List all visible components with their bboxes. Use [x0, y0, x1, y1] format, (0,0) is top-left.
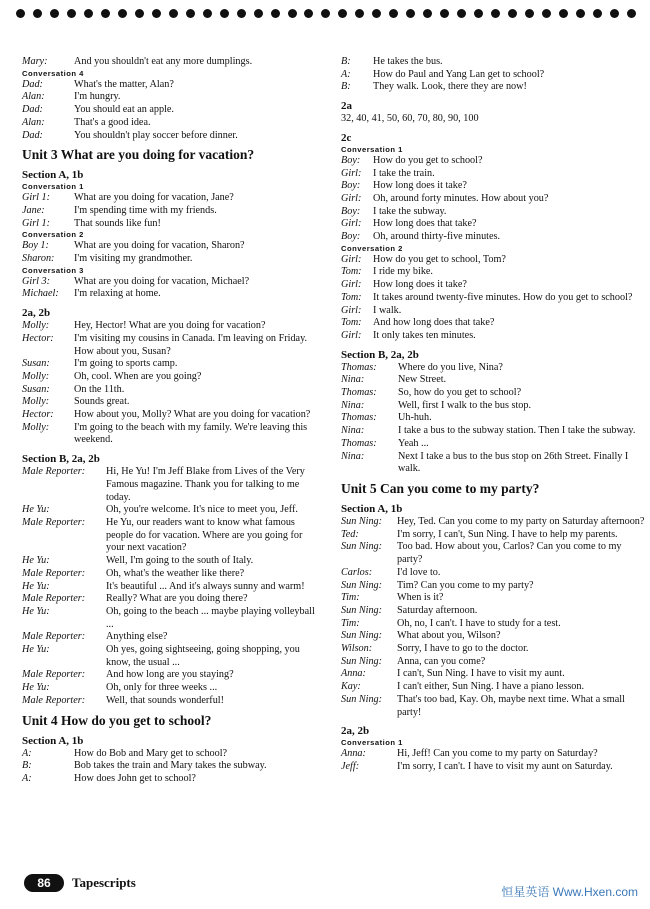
dialogue-text: He Yu, our readers want to know what famous people do for vacation. Where are you going for your next vacation?: [106, 516, 303, 554]
dialogue-text: And you shouldn't eat any more dumplings.: [74, 56, 253, 67]
dialogue-text: And how long does that take?: [373, 317, 495, 329]
border-dot: [67, 9, 76, 18]
dialogue-line: [22, 773, 320, 786]
dialogue-line: [22, 669, 320, 682]
dialogue-text: Well, I'm going to the south of Italy.: [106, 555, 254, 567]
speaker-label: He Yu:: [22, 504, 50, 516]
speaker-label: Girl:: [341, 167, 362, 179]
dialogue-text: Bob takes the train and Mary takes the subway.: [74, 760, 267, 772]
dialogue-line: [22, 504, 320, 517]
dialogue-text: Hi, Jeff! Can you come to my party on Saturday?: [397, 748, 598, 760]
dialogue-text: Hey, Ted. Can you come to my party on Saturday afternoon?: [397, 515, 645, 527]
dialogue-line: [341, 69, 646, 82]
dialogue-text: Hey, Hector! What are you doing for vacation?: [74, 320, 266, 332]
dialogue-text: What are you doing for vacation, Sharon?: [74, 240, 245, 252]
dialogue-text: I take the train.: [373, 167, 435, 179]
speaker-label: Alan:: [22, 91, 45, 103]
dialogue-text: They walk. Look, there they are now!: [373, 81, 527, 93]
border-dot: [50, 9, 59, 18]
dialogue-line: [22, 276, 320, 289]
dialogue-text: How do you get to school, Tom?: [373, 253, 506, 265]
speaker-label: B:: [341, 56, 351, 67]
section-heading: 2c: [341, 131, 352, 144]
dialogue-text: How does John get to school?: [74, 772, 196, 784]
speaker-label: Carlos:: [341, 566, 373, 578]
dialogue-line: [22, 192, 320, 205]
dialogue-text: Oh, you're welcome. It's nice to meet you, Jeff.: [106, 504, 298, 516]
dialogue-text: Oh, no, I can't. I have to study for a test.: [397, 617, 561, 629]
dialogue-text: Tim? Can you come to my party?: [397, 579, 534, 591]
dialogue-line: [341, 412, 646, 425]
dialogue-text: That's too bad, Kay. Oh, maybe next time. What a small party!: [397, 693, 625, 718]
dialogue-text: I'm relaxing at home.: [74, 288, 161, 300]
dialogue-text: Oh, around forty minutes. How about you?: [373, 192, 549, 204]
dialogue-text: How do Bob and Mary get to school?: [74, 747, 228, 759]
dialogue-line: [22, 517, 320, 555]
speaker-label: A:: [341, 68, 351, 80]
dialogue-text: That's a good idea.: [74, 116, 151, 128]
dialogue-text: New Street.: [398, 374, 447, 386]
speaker-label: Male Reporter:: [22, 466, 86, 478]
speaker-label: He Yu:: [22, 644, 50, 656]
speaker-label: Nina:: [341, 425, 365, 437]
dialogue-line: [22, 760, 320, 773]
speaker-label: Sun Ning:: [341, 604, 383, 616]
dialogue-line: [22, 631, 320, 644]
dialogue-text: Anything else?: [106, 631, 168, 643]
dialogue-text: Where do you live, Nina?: [398, 361, 503, 373]
speaker-label: Nina:: [341, 450, 365, 462]
dialogue-line: [341, 218, 646, 231]
speaker-label: Boy:: [341, 205, 361, 217]
dialogue-line: [22, 371, 320, 384]
speaker-label: Girl:: [341, 192, 362, 204]
border-dot: [186, 9, 195, 18]
dialogue-text: Too bad. How about you, Carlos? Can you come to my party?: [397, 541, 622, 566]
speaker-label: Anna:: [341, 668, 366, 680]
dialogue-text: So, how do you get to school?: [398, 387, 522, 399]
speaker-label: Thomas:: [341, 412, 377, 424]
dialogue-line: [22, 466, 320, 504]
border-dot: [593, 9, 602, 18]
conversation-label: Conversation 1: [341, 144, 403, 154]
dialogue-line: [22, 320, 320, 333]
speaker-label: He Yu:: [22, 555, 50, 567]
speaker-label: Sun Ning:: [341, 693, 383, 705]
speaker-label: Girl:: [341, 218, 362, 230]
speaker-label: Male Reporter:: [22, 593, 86, 605]
dialogue-line: [22, 130, 320, 143]
section-heading: 2a, 2b: [341, 725, 370, 738]
dialogue-line: [341, 748, 646, 761]
dialogue-line: [341, 387, 646, 400]
dialogue-line: [22, 606, 320, 631]
speaker-label: Boy 1:: [22, 240, 49, 252]
dialogue-line: [341, 317, 646, 330]
speaker-label: Hector:: [22, 332, 54, 344]
border-dot: [440, 9, 449, 18]
border-dot: [271, 9, 280, 18]
dialogue-line: [341, 618, 646, 631]
speaker-label: Michael:: [22, 288, 59, 300]
dialogue-line: [341, 529, 646, 542]
dialogue-line: [22, 422, 320, 447]
dialogue-text: Anna, can you come?: [397, 655, 486, 667]
dialogue-text: I'm visiting my cousins in Canada. I'm leaving on Friday. How about you, Susan?: [74, 332, 308, 357]
border-dot: [84, 9, 93, 18]
border-dot: [457, 9, 466, 18]
unit-heading: Unit 3 What are you doing for vacation?: [22, 147, 255, 163]
speaker-label: Nina:: [341, 374, 365, 386]
unit-heading: Unit 5 Can you come to my party?: [341, 480, 540, 496]
dialogue-line: [22, 240, 320, 253]
dialogue-line: [22, 117, 320, 130]
speaker-label: Girl:: [341, 304, 362, 316]
speaker-label: B:: [22, 760, 32, 772]
dialogue-text: When is it?: [397, 592, 444, 604]
dialogue-line: [341, 330, 646, 343]
speaker-label: Nina:: [341, 399, 365, 411]
speaker-label: Thomas:: [341, 361, 377, 373]
dialogue-line: [341, 81, 646, 94]
speaker-label: B:: [341, 81, 351, 93]
border-dot: [321, 9, 330, 18]
border-dot: [525, 9, 534, 18]
speaker-label: Sun Ning:: [341, 630, 383, 642]
dialogue-text: Well, that sounds wonderful!: [106, 694, 225, 706]
dialogue-text: Oh, cool. When are you going?: [74, 370, 202, 382]
dialogue-line: [341, 541, 646, 566]
dialogue-line: [341, 231, 646, 244]
dialogue-line: [341, 516, 646, 529]
dialogue-line: [341, 292, 646, 305]
dialogue-text: What are you doing for vacation, Michael?: [74, 275, 250, 287]
top-dot-border: [16, 9, 636, 25]
border-dot: [576, 9, 585, 18]
speaker-label: Susan:: [22, 383, 50, 395]
speaker-label: Hector:: [22, 409, 54, 421]
dialogue-text: How about you, Molly? What are you doing for vacation?: [74, 409, 311, 421]
border-dot: [559, 9, 568, 18]
speaker-label: A:: [22, 747, 32, 759]
dialogue-line: [341, 592, 646, 605]
unit-heading: Unit 4 How do you get to school?: [22, 712, 212, 728]
dialogue-line: [22, 581, 320, 594]
dialogue-text: I'm visiting my grandmother.: [74, 253, 193, 265]
dialogue-line: [341, 254, 646, 267]
speaker-label: Boy:: [341, 154, 361, 166]
dialogue-text: I can't either, Sun Ning. I have a piano lesson.: [397, 681, 585, 693]
dialogue-text: I'm going to sports camp.: [74, 358, 178, 370]
dialogue-text: Yeah ...: [398, 437, 429, 449]
speaker-label: Ted:: [341, 528, 359, 540]
dialogue-line: [341, 374, 646, 387]
dialogue-line: [341, 451, 646, 476]
speaker-label: Tom:: [341, 266, 362, 278]
dialogue-line: [22, 104, 320, 117]
speaker-label: He Yu:: [22, 682, 50, 694]
dialogue-text: I'm sorry, I can't. I have to visit my aunt on Saturday.: [397, 760, 613, 772]
dialogue-line: [22, 384, 320, 397]
dialogue-text: I'm sorry, I can't, Sun Ning. I have to help my parents.: [397, 528, 618, 540]
dialogue-line: [22, 396, 320, 409]
dialogue-text: How do Paul and Yang Lan get to school?: [373, 68, 545, 80]
speaker-label: Jane:: [22, 204, 45, 216]
speaker-label: Molly:: [22, 320, 50, 332]
speaker-label: Mary:: [22, 56, 48, 67]
border-dot: [220, 9, 229, 18]
speaker-label: Girl:: [341, 329, 362, 341]
border-dot: [627, 9, 636, 18]
dialogue-line: [341, 400, 646, 413]
border-dot: [389, 9, 398, 18]
speaker-label: Boy:: [341, 231, 361, 243]
border-dot: [16, 9, 25, 18]
section-heading: Section A, 1b: [341, 502, 403, 515]
dialogue-text: How long does that take?: [373, 218, 477, 230]
speaker-label: Thomas:: [341, 387, 377, 399]
dialogue-text: You shouldn't play soccer before dinner.: [74, 129, 238, 141]
speaker-label: Molly:: [22, 370, 50, 382]
speaker-label: Sun Ning:: [341, 541, 383, 553]
dialogue-text: Next I take a bus to the bus stop on 26th Street. Finally I walk.: [398, 450, 629, 475]
dialogue-text: I can't, Sun Ning. I have to visit my aunt.: [397, 668, 565, 680]
section-heading: Section B, 2a, 2b: [22, 453, 100, 466]
border-dot: [169, 9, 178, 18]
dialogue-line: [22, 91, 320, 104]
border-dot: [304, 9, 313, 18]
dialogue-text: I'd love to.: [397, 566, 441, 578]
speaker-label: He Yu:: [22, 605, 50, 617]
dialogue-text: Uh-huh.: [398, 412, 432, 424]
speaker-label: Dad:: [22, 78, 43, 90]
speaker-label: Male Reporter:: [22, 694, 86, 706]
dialogue-text: What's the matter, Alan?: [74, 78, 174, 90]
speaker-label: Male Reporter:: [22, 567, 86, 579]
dialogue-line: [22, 748, 320, 761]
dialogue-line: [341, 580, 646, 593]
speaker-label: Male Reporter:: [22, 516, 86, 528]
dialogue-text: Really? What are you doing there?: [106, 593, 248, 605]
speaker-label: Male Reporter:: [22, 631, 86, 643]
dialogue-text: Well, first I walk to the bus stop.: [398, 399, 532, 411]
watermark: 恒星英语 Www.Hxen.com: [501, 885, 638, 899]
border-dot: [372, 9, 381, 18]
dialogue-text: Sounds great.: [74, 396, 130, 408]
dialogue-line: [22, 644, 320, 669]
dialogue-line: [341, 155, 646, 168]
dialogue-line: [341, 438, 646, 451]
border-dot: [423, 9, 432, 18]
border-dot: [338, 9, 347, 18]
dialogue-text: How do you get to school?: [373, 154, 483, 166]
dialogue-line: [22, 555, 320, 568]
dialogue-text: I'm spending time with my friends.: [74, 204, 217, 216]
border-dot: [101, 9, 110, 18]
page-footer: [24, 874, 136, 892]
dialogue-line: [341, 425, 646, 438]
dialogue-text: And how long are you staying?: [106, 669, 234, 681]
speaker-label: Jeff:: [341, 760, 360, 772]
section-heading: Section B, 2a, 2b: [341, 348, 419, 361]
speaker-label: Girl 1:: [22, 192, 51, 204]
conversation-label: Conversation 2: [341, 243, 403, 253]
border-dot: [118, 9, 127, 18]
speaker-label: Molly:: [22, 421, 50, 433]
border-dot: [491, 9, 500, 18]
dialogue-line: [22, 288, 320, 301]
dialogue-text: What about you, Wilson?: [397, 630, 501, 642]
dialogue-text: It only takes ten minutes.: [373, 329, 476, 341]
speaker-label: Thomas:: [341, 437, 377, 449]
speaker-label: Girl:: [341, 253, 362, 265]
dialogue-line: [341, 193, 646, 206]
dialogue-line: [341, 206, 646, 219]
section-heading: 2a: [341, 100, 352, 113]
dialogue-line: [22, 593, 320, 606]
speaker-label: Tom:: [341, 317, 362, 329]
speaker-label: Dad:: [22, 104, 43, 116]
left-column: [22, 56, 320, 786]
conversation-label: Conversation 2: [22, 230, 84, 240]
dialogue-text: You should eat an apple.: [74, 104, 174, 116]
right-column: [341, 56, 646, 774]
speaker-label: A:: [22, 772, 32, 784]
dialogue-line: [22, 682, 320, 695]
border-dot: [135, 9, 144, 18]
border-dot: [406, 9, 415, 18]
dialogue-line: [341, 56, 646, 69]
conversation-label: Conversation 1: [22, 182, 84, 192]
dialogue-text: I take a bus to the subway station. Then I take the subway.: [398, 425, 636, 437]
speaker-label: Tom:: [341, 291, 362, 303]
border-dot: [474, 9, 483, 18]
border-dot: [288, 9, 297, 18]
speaker-label: Male Reporter:: [22, 669, 86, 681]
dialogue-line: [341, 694, 646, 719]
dialogue-line: [22, 253, 320, 266]
border-dot: [203, 9, 212, 18]
border-dot: [254, 9, 263, 18]
speaker-label: Girl 1:: [22, 217, 51, 229]
dialogue-text: Oh, what's the weather like there?: [106, 567, 245, 579]
conversation-label: Conversation 4: [22, 68, 84, 78]
speaker-label: Sun Ning:: [341, 579, 383, 591]
dialogue-line: [341, 605, 646, 618]
dialogue-text: It takes around twenty-five minutes. How do you get to school?: [373, 291, 633, 303]
dialogue-text: I'm hungry.: [74, 91, 121, 103]
border-dot: [237, 9, 246, 18]
border-dot: [508, 9, 517, 18]
speaker-label: Dad:: [22, 129, 43, 141]
speaker-label: Sun Ning:: [341, 655, 383, 667]
section-heading: Section A, 1b: [22, 734, 84, 747]
dialogue-line: [22, 358, 320, 371]
speaker-label: Alan:: [22, 116, 45, 128]
answer-text: 32, 40, 41, 50, 60, 70, 80, 90, 100: [341, 113, 479, 125]
dialogue-text: Oh, around thirty-five minutes.: [373, 231, 501, 243]
section-heading: Section A, 1b: [22, 169, 84, 182]
dialogue-text: Hi, He Yu! I'm Jeff Blake from Lives of the Very Famous magazine. Thank you for talking to me today.: [106, 466, 305, 503]
border-dot: [152, 9, 161, 18]
dialogue-line: [341, 567, 646, 580]
speaker-label: Boy:: [341, 180, 361, 192]
dialogue-line: [22, 218, 320, 231]
speaker-label: Tim:: [341, 617, 360, 629]
dialogue-text: How long does it take?: [373, 180, 467, 192]
dialogue-line: [341, 279, 646, 292]
dialogue-text: He takes the bus.: [373, 56, 443, 67]
dialogue-line: [341, 761, 646, 774]
dialogue-line: [341, 305, 646, 318]
dialogue-line: [22, 409, 320, 422]
dialogue-line: [341, 630, 646, 643]
dialogue-text: I take the subway.: [373, 205, 447, 217]
border-dot: [610, 9, 619, 18]
section-heading: 2a, 2b: [22, 307, 51, 320]
speaker-label: Wilson:: [341, 643, 373, 655]
speaker-label: He Yu:: [22, 580, 50, 592]
dialogue-text: I walk.: [373, 304, 402, 316]
dialogue-line: [22, 695, 320, 708]
footer-title: Tapescripts: [72, 875, 136, 890]
dialogue-text: That sounds like fun!: [74, 217, 161, 229]
dialogue-line: [341, 168, 646, 181]
speaker-label: Molly:: [22, 396, 50, 408]
dialogue-text: It's beautiful ... And it's always sunny and warm!: [106, 580, 305, 592]
dialogue-text: Oh, only for three weeks ...: [106, 682, 218, 694]
dialogue-text: I ride my bike.: [373, 266, 433, 278]
border-dot: [33, 9, 42, 18]
dialogue-text: Sorry, I have to go to the doctor.: [397, 643, 529, 655]
border-dot: [542, 9, 551, 18]
dialogue-line: [341, 266, 646, 279]
dialogue-text: I'm going to the beach with my family. We're leaving this weekend.: [74, 421, 308, 446]
speaker-label: Girl:: [341, 279, 362, 291]
dialogue-line: [22, 79, 320, 92]
dialogue-line: [22, 205, 320, 218]
dialogue-line: [22, 568, 320, 581]
dialogue-line: [22, 333, 320, 358]
dialogue-text: How long does it take?: [373, 279, 467, 291]
dialogue-text: Oh, going to the beach ... maybe playing volleyball ...: [106, 605, 315, 630]
speaker-label: Sharon:: [22, 253, 55, 265]
dialogue-text: Saturday afternoon.: [397, 604, 478, 616]
speaker-label: Tim:: [341, 592, 360, 604]
speaker-label: Anna:: [341, 748, 366, 760]
conversation-label: Conversation 3: [22, 265, 84, 275]
dialogue-line: [341, 681, 646, 694]
dialogue-line: [341, 180, 646, 193]
dialogue-text: Oh yes, going sightseeing, going shopping, you know, the usual ...: [106, 644, 300, 668]
dialogue-line: [341, 656, 646, 669]
dialogue-text: On the 11th.: [74, 383, 125, 395]
page-number: 86: [24, 874, 64, 892]
speaker-label: Kay:: [341, 681, 361, 693]
speaker-label: Sun Ning:: [341, 515, 383, 527]
dialogue-line: [341, 643, 646, 656]
dialogue-line: [341, 668, 646, 681]
border-dot: [355, 9, 364, 18]
conversation-label: Conversation 1: [341, 738, 403, 748]
speaker-label: Susan:: [22, 358, 50, 370]
dialogue-line: [341, 362, 646, 375]
dialogue-text: What are you doing for vacation, Jane?: [74, 192, 234, 204]
dialogue-line: [22, 56, 320, 69]
speaker-label: Girl 3:: [22, 275, 51, 287]
